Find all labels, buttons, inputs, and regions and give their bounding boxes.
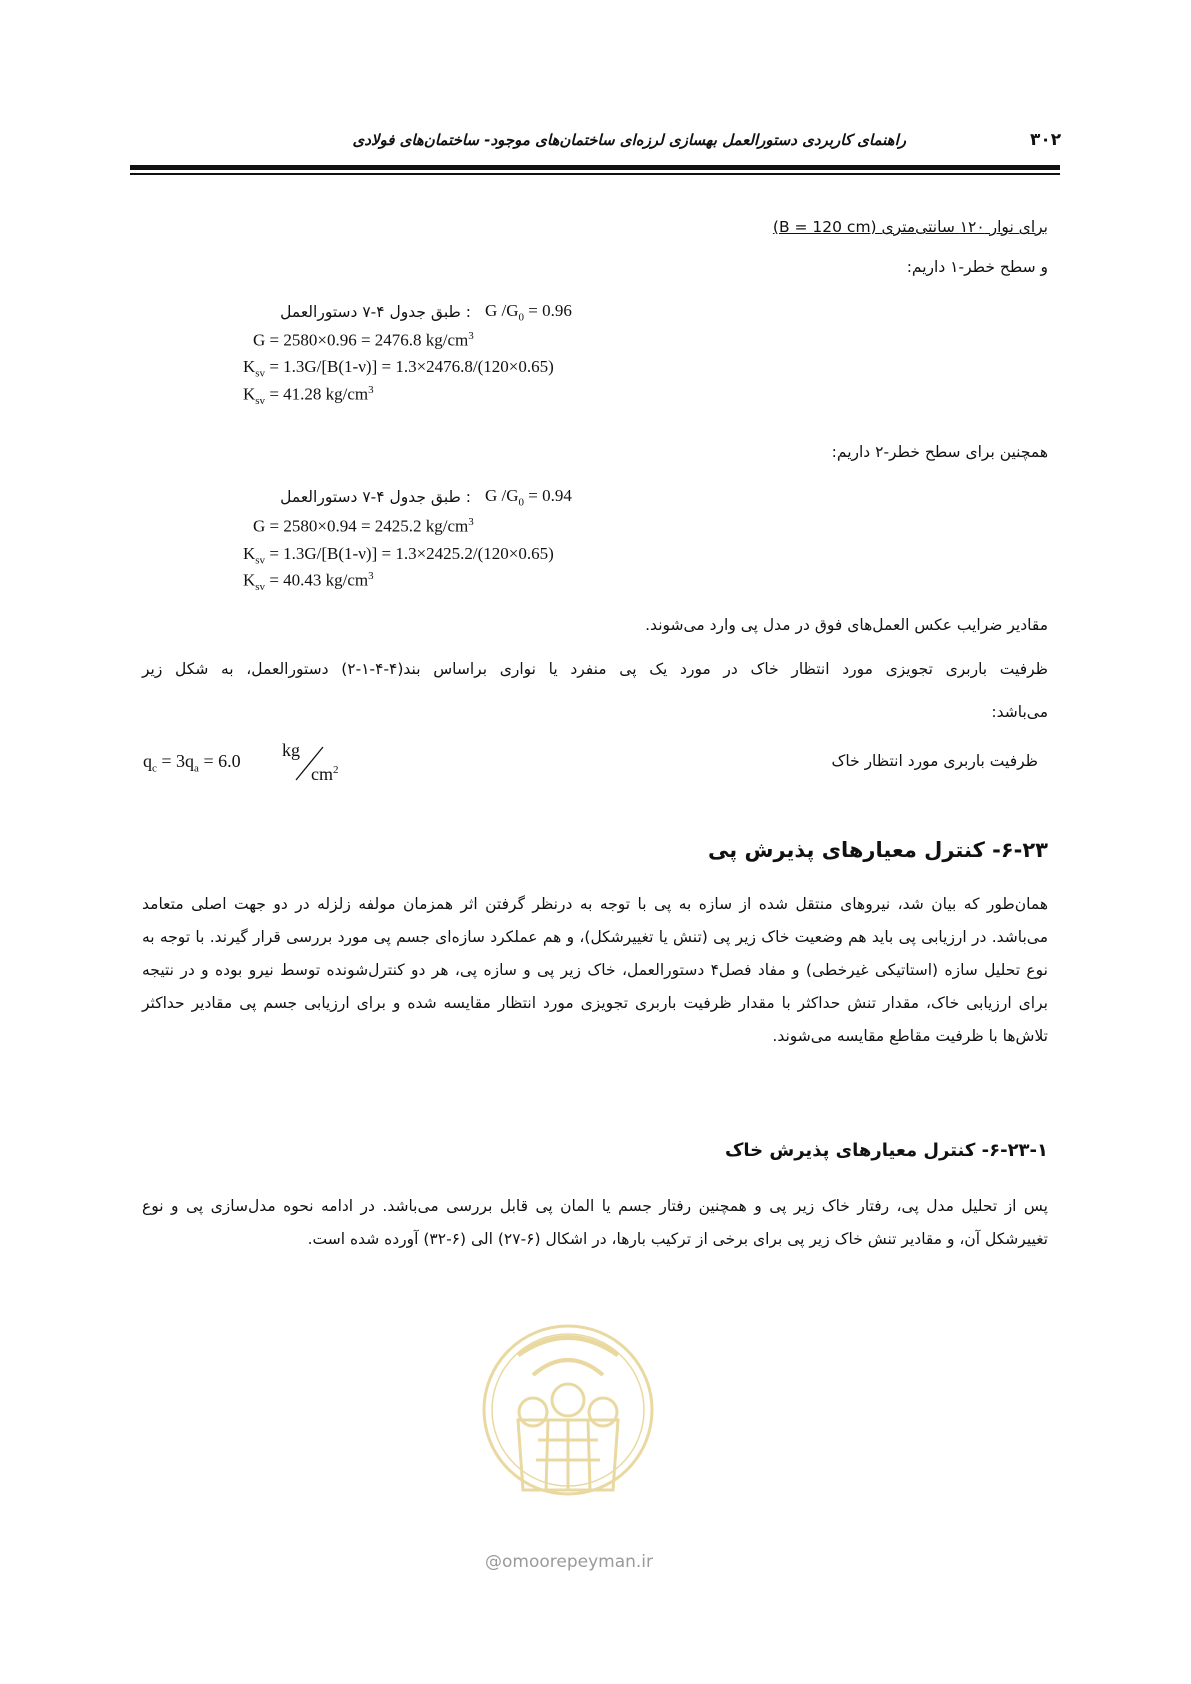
level2-ratio-label: : طبق جدول ۴-۷ دستورالعمل — [280, 488, 471, 506]
section-paragraph: همان‌طور که بیان شد، نیروهای منتقل شده از سازه به پی با توجه به درنظر گرفتن اثر همزمان مولفه زلزله در دو جهت اصلی متعامد می‌باشد. در ارزیابی پی باید هم وضعیت خاک زیر پی (تنش یا تغییرشکل)، و هم عملکرد سازه‌ای جسم پی مورد بررسی قرار گیرند. با توجه به نوع تحلیل سازه (استاتیکی غیرخطی) و مفاد فصل۴ دستورالعمل، خاک زیر پی و سازه پی، هر دو کنترل‌شونده توسط نیرو بوده و در نتیجه برای ارزیابی خاک، مقدار تنش حداکثر با مقدار ظرفیت باربری تجویزی مورد انتظار مقایسه شده و برای ارزیابی جسم پی مقادیر حداکثر تلاش‌ها با ظرفیت مقاطع مقایسه می‌شوند. — [142, 895, 1048, 1045]
watermark-url: @omoorepeyman.ir — [485, 1552, 654, 1572]
level2-ksv-result: $K_{sv} = 40.43$ $kg/cm^3$ — [243, 570, 374, 594]
level1-ksv-result: $K_{sv} = 41.28$ $kg/cm^3$ — [243, 384, 374, 408]
capacity-paragraph-line1: ظرفیت باربری تجویزی مورد انتظار خاک در مورد یک پی منفرد یا نواری براساس بند(۴-۴-۱-۲) دستورالعمل، به شکل زیر — [142, 660, 1048, 678]
level2-ratio-equation: G $/G_0 = 0.94$ — [485, 486, 572, 509]
level2-g-equation: G = 2580×0.94 = 2425.2 $kg/cm^3$ — [253, 516, 474, 536]
hazard-level-1-intro: و سطح خطر-۱ داریم: — [906, 258, 1048, 276]
page-number: ۳۰۲ — [1030, 130, 1062, 150]
capacity-paragraph-line2: می‌باشد: — [991, 703, 1048, 721]
capacity-equation: $q_c = 3q_a = 6.0$ kg $cm^2$ — [143, 740, 339, 784]
capacity-unit-denominator: $cm^2$ — [311, 764, 339, 784]
level1-ksv-formula: $K_{sv} = 1.3G/[B(1-\nu)] = 1.3\times 2476.8/(120\times 0.65)$ — [243, 357, 554, 380]
hazard-level-2-intro: همچنین برای سطح خطر-۲ داریم: — [831, 443, 1048, 461]
subsection-heading: ۶-۲۳-۱- کنترل معیارهای پذیرش خاک — [724, 1140, 1048, 1161]
watermark-seal-logo — [478, 1300, 658, 1520]
strip-width-line: برای نوار ۱۲۰ سانتی‌متری (B = 120 cm) — [772, 218, 1048, 236]
subgrade-coefficients-note: مقادیر ضرایب عکس العمل‌های فوق در مدل پی وارد می‌شوند. — [645, 616, 1048, 634]
level1-g-equation: G = 2580×0.96 = 2476.8 $kg/cm^3$ — [253, 330, 474, 350]
level2-ksv-formula: $K_{sv} = 1.3G/[B(1-\nu)] = 1.3\times 2425.2/(120\times 0.65)$ — [243, 544, 554, 567]
running-header-title: راهنمای کاربردی دستورالعمل بهسازی لرزه‌ای ساختمان‌های موجود- ساختمان‌های فولادی — [352, 131, 906, 149]
section-heading: ۶-۲۳- کنترل معیارهای پذیرش پی — [708, 838, 1048, 862]
level1-ratio-equation: G $/G_0 = 0.96$ — [485, 301, 572, 324]
subsection-paragraph: پس از تحلیل مدل پی، رفتار خاک زیر پی و همچنین رفتار جسم یا المان پی قابل بررسی می‌باشد. در ادامه نحوه مدل‌سازی پی و نوع تغییرشکل آن، و مقادیر تنش خاک زیر پی برای برخی از ترکیب بارها، در اشکال (۶-۲۷) الی (۶-۳۲) آورده شده است. — [142, 1197, 1048, 1248]
header-rule-thick — [130, 165, 1060, 170]
expected-capacity-label: ظرفیت باربری مورد انتظار خاک — [831, 752, 1038, 770]
level1-ratio-label: : طبق جدول ۴-۷ دستورالعمل — [280, 303, 471, 321]
capacity-unit-numerator: kg — [282, 740, 300, 760]
header-rule-thin — [130, 173, 1060, 175]
